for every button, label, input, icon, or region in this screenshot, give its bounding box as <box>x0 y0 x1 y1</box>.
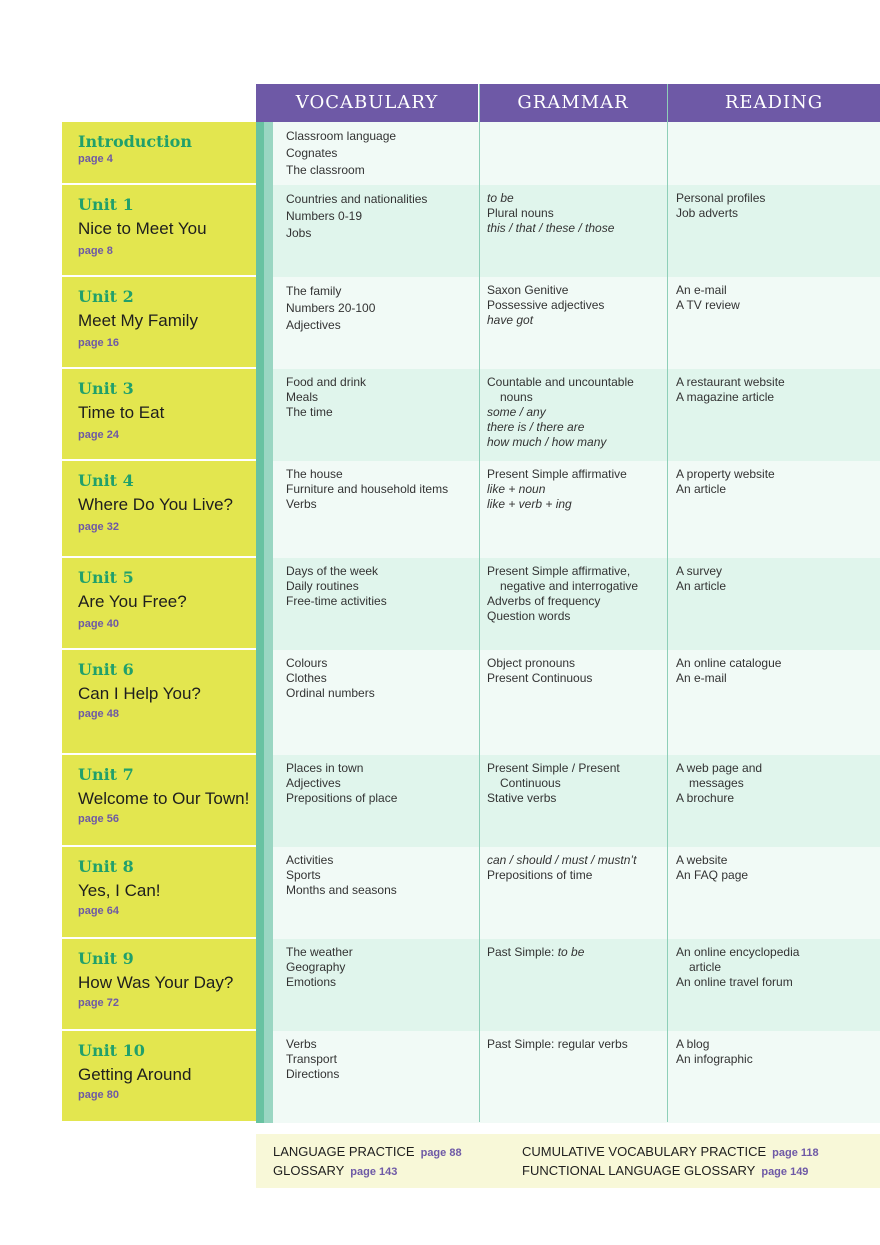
reading-item <box>676 853 748 868</box>
vocabulary-item <box>286 945 353 960</box>
grammar-cell <box>487 467 627 512</box>
grammar-cell <box>487 191 614 236</box>
reading-item-text: An e-mail <box>676 671 727 685</box>
vocabulary-cell <box>286 945 353 990</box>
grammar-item-text: Present Continuous <box>487 671 593 685</box>
unit-heading-cell[interactable] <box>62 185 256 277</box>
grammar-item <box>487 594 638 609</box>
grammar-item <box>487 579 638 594</box>
vocabulary-cell <box>286 283 375 334</box>
header-reading: READING <box>724 92 824 113</box>
unit-row <box>62 755 880 847</box>
unit-heading-cell[interactable] <box>62 277 256 369</box>
grammar-item <box>487 945 584 960</box>
unit-row <box>62 939 880 1031</box>
reading-item-text: A TV review <box>676 298 740 312</box>
unit-row <box>62 277 880 369</box>
vocabulary-item-text: Classroom language <box>286 129 397 143</box>
unit-page-ref: page 64 <box>78 905 119 917</box>
reading-item <box>676 975 799 990</box>
reading-item-text: article <box>689 960 722 974</box>
unit-title: Getting Around <box>78 1065 192 1084</box>
reading-item <box>676 375 785 390</box>
reading-item-text: An infographic <box>676 1052 753 1066</box>
grammar-item <box>487 313 604 328</box>
grammar-item-text: Present Simple / Present <box>487 761 620 775</box>
unit-title: Yes, I Can! <box>78 881 161 900</box>
unit-page-ref: page 16 <box>78 337 119 349</box>
header-vocabulary: VOCABULARY <box>295 92 439 113</box>
vocabulary-cell <box>286 564 387 609</box>
grammar-item <box>487 1037 628 1052</box>
unit-row <box>62 650 880 755</box>
unit-title: How Was Your Day? <box>78 973 234 992</box>
reading-item <box>676 1037 753 1052</box>
grammar-item-text: this / that / these / those <box>487 221 615 235</box>
grammar-item-text: Continuous <box>500 776 561 790</box>
reading-item <box>676 390 785 405</box>
reading-item-text: messages <box>689 776 744 790</box>
reading-item <box>676 206 765 221</box>
header-grammar: GRAMMAR <box>517 92 629 113</box>
vocabulary-item-text: Geography <box>286 960 346 974</box>
grammar-item <box>487 405 634 420</box>
unit-label: Unit 9 <box>78 949 134 968</box>
unit-label: Unit 7 <box>78 765 134 784</box>
unit-title: Time to Eat <box>78 403 165 422</box>
vocabulary-item <box>286 300 375 317</box>
grammar-item <box>487 467 627 482</box>
vocabulary-item <box>286 191 427 208</box>
vocabulary-item <box>286 686 375 701</box>
reading-item <box>676 298 740 313</box>
footer-item-glossary[interactable] <box>273 1163 397 1178</box>
grammar-item-text: Prepositions of time <box>487 868 593 882</box>
grammar-item-text: nouns <box>500 390 533 404</box>
grammar-item-text: negative and interrogative <box>500 579 639 593</box>
vocabulary-item-text: Directions <box>286 1067 340 1081</box>
vocabulary-item <box>286 1052 339 1067</box>
reading-item <box>676 579 726 594</box>
reading-item-text: Personal profiles <box>676 191 766 205</box>
unit-title: Can I Help You? <box>78 684 201 703</box>
reading-cell <box>676 375 785 405</box>
reading-item <box>676 564 726 579</box>
vocabulary-item <box>286 594 387 609</box>
unit-title: Nice to Meet You <box>78 219 207 238</box>
grammar-item-text: Past Simple: <box>487 945 558 959</box>
reading-item-text: An FAQ page <box>676 868 749 882</box>
grammar-item <box>487 390 634 405</box>
grammar-item <box>487 564 638 579</box>
reading-column-divider <box>667 84 668 1122</box>
grammar-column-divider <box>479 84 480 1122</box>
grammar-item <box>487 497 627 512</box>
accent-stripe-light <box>264 122 273 1123</box>
grammar-item-italic: to be <box>557 945 585 959</box>
vocabulary-item <box>286 497 448 512</box>
unit-page-ref: page 40 <box>78 618 119 630</box>
unit-title: Welcome to Our Town! <box>78 789 250 808</box>
reading-item-text: An article <box>676 579 727 593</box>
grammar-cell <box>487 945 584 960</box>
grammar-item-text: Plural nouns <box>487 206 554 220</box>
vocabulary-cell <box>286 761 397 806</box>
footer-item-page: page 149 <box>761 1166 809 1178</box>
vocabulary-item-text: Furniture and household items <box>286 482 449 496</box>
unit-page-ref: page 72 <box>78 997 119 1009</box>
vocabulary-item-text: Activities <box>286 853 334 867</box>
grammar-item <box>487 191 614 206</box>
grammar-item-text: Present Simple affirmative <box>487 467 627 481</box>
reading-item <box>676 761 762 776</box>
grammar-cell <box>487 656 592 686</box>
grammar-item <box>487 761 620 776</box>
vocabulary-item-text: The weather <box>286 945 353 959</box>
vocabulary-cell <box>286 375 366 420</box>
vocabulary-item <box>286 579 387 594</box>
vocabulary-item-text: Adjectives <box>286 776 341 790</box>
unit-row <box>62 122 880 185</box>
unit-label: Unit 1 <box>78 195 134 214</box>
grammar-item-text: have got <box>487 313 534 327</box>
reading-item-text: An e-mail <box>676 283 727 297</box>
grammar-item <box>487 671 592 686</box>
grammar-item-text: Object pronouns <box>487 656 576 670</box>
vocabulary-cell <box>286 467 448 512</box>
vocabulary-item <box>286 225 427 242</box>
grammar-item-text: Past Simple: regular verbs <box>487 1037 628 1051</box>
reading-item-text: An online catalogue <box>676 656 782 670</box>
vocabulary-item <box>286 405 366 420</box>
unit-heading-cell[interactable] <box>62 755 256 847</box>
unit-row <box>62 185 880 277</box>
reading-item-text: A web page and <box>676 761 763 775</box>
vocabulary-item-text: Adjectives <box>286 318 341 332</box>
reading-item <box>676 467 775 482</box>
reading-item <box>676 671 781 686</box>
unit-page-ref: page 80 <box>78 1089 119 1101</box>
footer-item-label: CUMULATIVE VOCABULARY PRACTICE <box>522 1144 767 1159</box>
grammar-cell <box>487 761 620 806</box>
unit-page-ref: page 48 <box>78 708 119 720</box>
footer-links <box>256 1134 880 1188</box>
grammar-item <box>487 656 592 671</box>
column-header-bar <box>256 84 880 122</box>
reading-item <box>676 482 775 497</box>
vocabulary-item <box>286 375 366 390</box>
grammar-item <box>487 283 604 298</box>
vocabulary-item-text: Emotions <box>286 975 337 989</box>
grammar-item-text: Adverbs of frequency <box>487 594 601 608</box>
vocabulary-item-text: The family <box>286 284 342 298</box>
grammar-item <box>487 791 620 806</box>
vocabulary-item-text: Jobs <box>286 226 312 240</box>
reading-cell <box>676 191 765 221</box>
vocabulary-item-text: The classroom <box>286 163 365 177</box>
reading-cell <box>676 656 781 686</box>
vocabulary-item <box>286 883 397 898</box>
unit-page-ref: page 8 <box>78 245 113 257</box>
reading-item <box>676 1052 753 1067</box>
reading-item-text: A blog <box>676 1037 710 1051</box>
vocabulary-item-text: Daily routines <box>286 579 359 593</box>
reading-item-text: A property website <box>676 467 775 481</box>
footer-item-page: page 118 <box>772 1147 819 1159</box>
vocabulary-item <box>286 482 448 497</box>
reading-cell <box>676 853 748 883</box>
reading-item <box>676 776 762 791</box>
unit-page-ref: page 32 <box>78 521 119 533</box>
grammar-cell <box>487 375 634 450</box>
reading-item-text: A brochure <box>676 791 735 805</box>
unit-page-ref: page 4 <box>78 153 113 165</box>
reading-item-text: A website <box>676 853 728 867</box>
grammar-item-text: Question words <box>487 609 571 623</box>
footer-item-language-practice[interactable] <box>273 1144 462 1159</box>
reading-cell <box>676 283 740 313</box>
vocabulary-item <box>286 128 396 145</box>
vocabulary-item-text: Numbers 0-19 <box>286 209 363 223</box>
vocabulary-item-text: Food and drink <box>286 375 367 389</box>
grammar-cell <box>487 283 604 328</box>
unit-heading-cell[interactable] <box>62 847 256 939</box>
grammar-item-text: how much / how many <box>487 435 607 449</box>
grammar-item-text: like + verb + ing <box>487 497 572 511</box>
unit-label: Unit 4 <box>78 471 134 490</box>
grammar-item-text: Stative verbs <box>487 791 557 805</box>
unit-heading-cell[interactable] <box>62 369 256 461</box>
unit-heading-cell[interactable] <box>62 1031 256 1123</box>
unit-label: Introduction <box>78 132 192 151</box>
grammar-item-text: like + noun <box>487 482 546 496</box>
vocabulary-item <box>286 208 427 225</box>
grammar-item <box>487 853 636 868</box>
grammar-item-text: Saxon Genitive <box>487 283 569 297</box>
vocabulary-item-text: Verbs <box>286 497 317 511</box>
footer-item-cumulative-vocabulary-practice[interactable] <box>522 1144 819 1159</box>
vocabulary-item <box>286 390 366 405</box>
vocabulary-cell <box>286 191 427 242</box>
reading-item <box>676 945 799 960</box>
vocabulary-cell <box>286 128 396 179</box>
unit-label: Unit 10 <box>78 1041 145 1060</box>
grammar-item-text: to be <box>487 191 514 205</box>
grammar-item-text: Possessive adjectives <box>487 298 605 312</box>
vocabulary-item <box>286 656 375 671</box>
vocabulary-item-text: Prepositions of place <box>286 791 398 805</box>
vocabulary-item <box>286 317 375 334</box>
grammar-item <box>487 206 614 221</box>
reading-item <box>676 656 781 671</box>
unit-row <box>62 847 880 939</box>
vocabulary-item-text: The time <box>286 405 333 419</box>
grammar-item <box>487 420 634 435</box>
vocabulary-cell <box>286 1037 339 1082</box>
unit-page-ref: page 24 <box>78 429 119 441</box>
grammar-cell <box>487 564 638 624</box>
grammar-item-text: can / should / must / mustn’t <box>487 853 637 867</box>
grammar-cell <box>487 1037 628 1052</box>
unit-title: Are You Free? <box>78 592 187 611</box>
vocabulary-item <box>286 1037 339 1052</box>
accent-stripe <box>256 122 264 1123</box>
vocabulary-item-text: Sports <box>286 868 321 882</box>
unit-row <box>62 461 880 558</box>
vocabulary-item-text: Months and seasons <box>286 883 397 897</box>
vocabulary-item-text: Verbs <box>286 1037 317 1051</box>
grammar-item-text: some / any <box>487 405 546 419</box>
unit-label: Unit 8 <box>78 857 134 876</box>
vocabulary-item-text: Days of the week <box>286 564 379 578</box>
unit-title: Meet My Family <box>78 311 198 330</box>
unit-page-ref: page 56 <box>78 813 119 825</box>
reading-item <box>676 791 762 806</box>
grammar-item <box>487 609 638 624</box>
vocabulary-item <box>286 761 397 776</box>
vocabulary-item-text: Clothes <box>286 671 327 685</box>
reading-cell <box>676 761 762 806</box>
vocabulary-cell <box>286 656 375 701</box>
vocabulary-item <box>286 868 397 883</box>
grammar-item <box>487 221 614 236</box>
vocabulary-item-text: Colours <box>286 656 328 670</box>
unit-heading-cell[interactable] <box>62 939 256 1031</box>
reading-cell <box>676 467 775 497</box>
vocabulary-item <box>286 960 353 975</box>
unit-title: Where Do You Live? <box>78 495 233 514</box>
grammar-item <box>487 868 636 883</box>
vocabulary-item <box>286 671 375 686</box>
grammar-item <box>487 375 634 390</box>
vocabulary-item <box>286 853 397 868</box>
reading-item-text: An online encyclopedia <box>676 945 800 959</box>
reading-item-text: Job adverts <box>676 206 739 220</box>
reading-item <box>676 868 748 883</box>
vocabulary-item-text: Places in town <box>286 761 364 775</box>
reading-cell <box>676 945 799 990</box>
vocabulary-item <box>286 791 397 806</box>
footer-item-label: LANGUAGE PRACTICE <box>273 1144 415 1159</box>
vocabulary-item-text: Meals <box>286 390 319 404</box>
unit-row <box>62 1031 880 1123</box>
unit-heading-cell[interactable] <box>62 461 256 558</box>
footer-item-label: GLOSSARY <box>273 1163 345 1178</box>
vocabulary-item <box>286 564 387 579</box>
reading-item-text: A restaurant website <box>676 375 785 389</box>
vocabulary-item <box>286 776 397 791</box>
reading-item-text: A survey <box>676 564 723 578</box>
unit-row <box>62 369 880 461</box>
grammar-item <box>487 435 634 450</box>
reading-cell <box>676 564 726 594</box>
unit-label: Unit 6 <box>78 660 134 679</box>
reading-item-text: An article <box>676 482 727 496</box>
reading-item-text: A magazine article <box>676 390 775 404</box>
grammar-item-text: Countable and uncountable <box>487 375 634 389</box>
vocabulary-item <box>286 975 353 990</box>
grammar-item <box>487 776 620 791</box>
footer-item-functional-language-glossary[interactable] <box>522 1163 808 1178</box>
unit-label: Unit 2 <box>78 287 134 306</box>
unit-label: Unit 3 <box>78 379 134 398</box>
grammar-item <box>487 298 604 313</box>
vocabulary-item-text: Numbers 20-100 <box>286 301 376 315</box>
reading-item <box>676 960 799 975</box>
vocabulary-item <box>286 467 448 482</box>
vocabulary-item-text: The house <box>286 467 343 481</box>
vocabulary-item-text: Ordinal numbers <box>286 686 375 700</box>
unit-heading-cell[interactable] <box>62 650 256 755</box>
vocabulary-item <box>286 1067 339 1082</box>
footer-item-page: page 143 <box>350 1166 398 1178</box>
unit-row <box>62 558 880 650</box>
reading-item <box>676 283 740 298</box>
vocabulary-item <box>286 145 396 162</box>
grammar-item-text: there is / there are <box>487 420 585 434</box>
footer-item-label: FUNCTIONAL LANGUAGE GLOSSARY <box>522 1163 756 1178</box>
vocabulary-item-text: Free-time activities <box>286 594 387 608</box>
grammar-cell <box>487 853 636 883</box>
vocabulary-item <box>286 283 375 300</box>
unit-label: Unit 5 <box>78 568 134 587</box>
vocabulary-item-text: Countries and nationalities <box>286 192 428 206</box>
grammar-item <box>487 482 627 497</box>
vocabulary-item-text: Cognates <box>286 146 338 160</box>
unit-heading-cell[interactable] <box>62 558 256 650</box>
vocabulary-item <box>286 162 396 179</box>
grammar-item-text: Present Simple affirmative, <box>487 564 631 578</box>
vocabulary-item-text: Transport <box>286 1052 337 1066</box>
reading-cell <box>676 1037 753 1067</box>
footer-item-page: page 88 <box>420 1147 462 1159</box>
reading-item <box>676 191 765 206</box>
unit-heading-cell[interactable] <box>62 122 256 185</box>
vocabulary-cell <box>286 853 397 898</box>
reading-item-text: An online travel forum <box>676 975 793 989</box>
